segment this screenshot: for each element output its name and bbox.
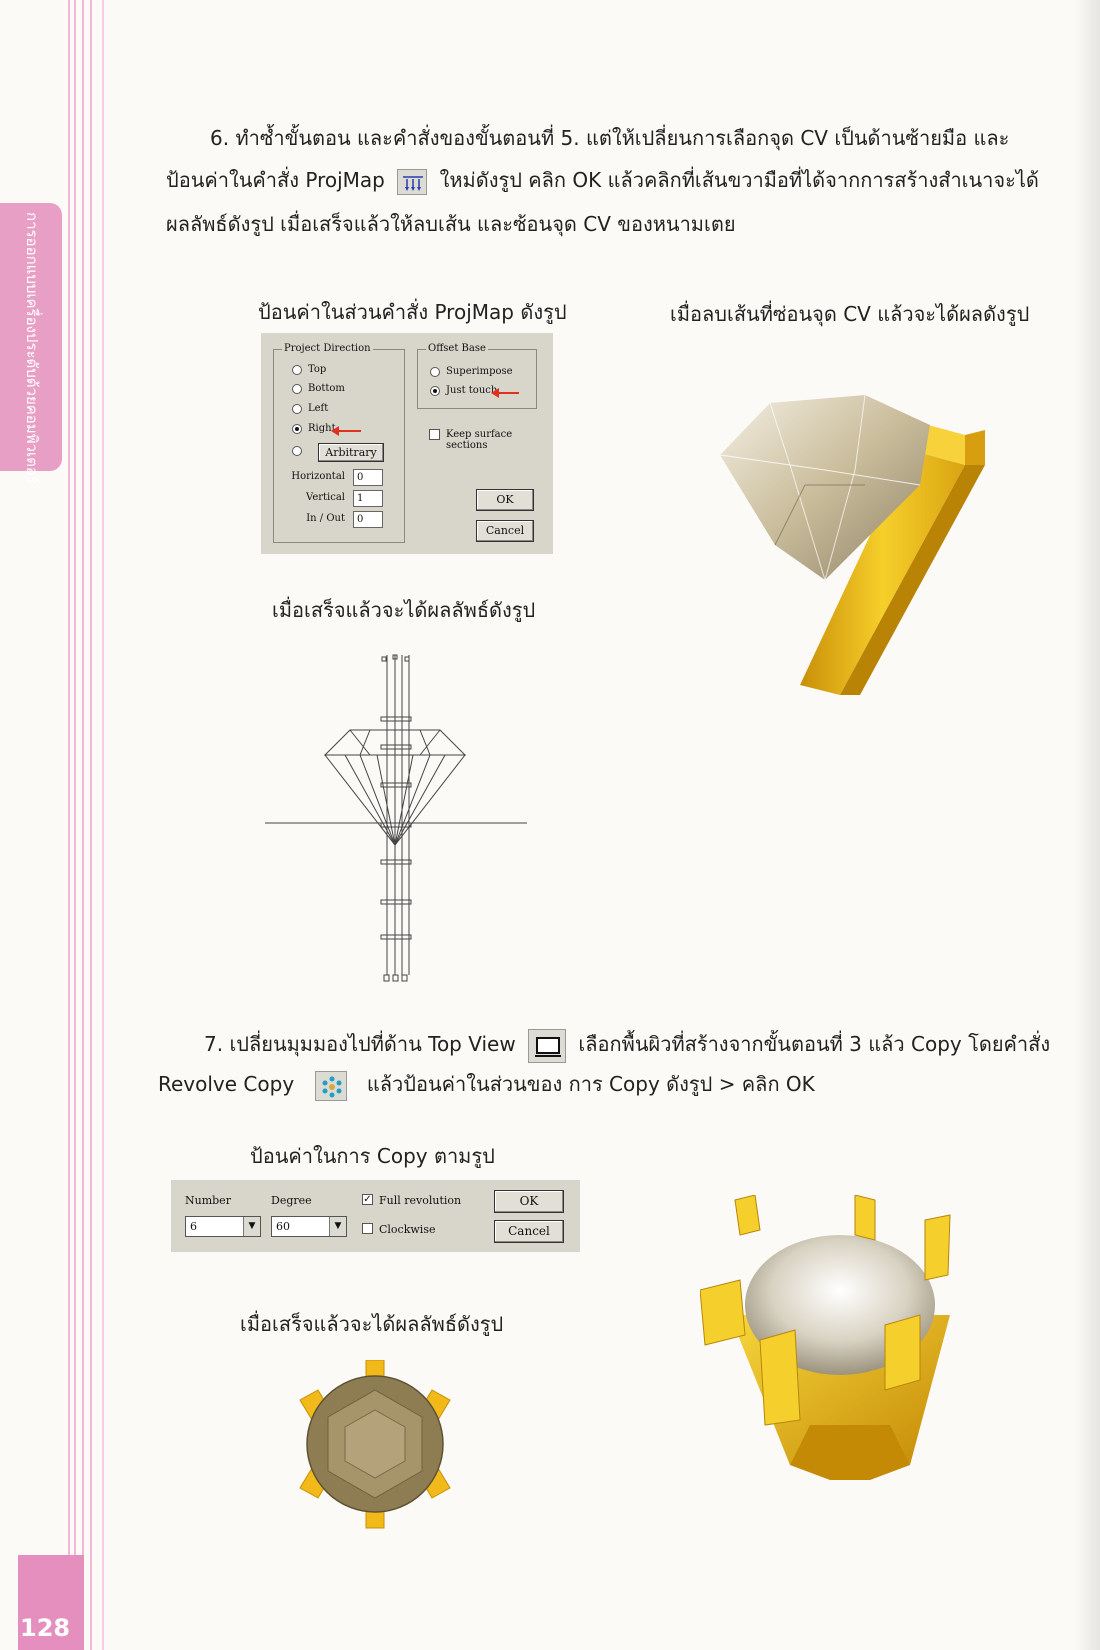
radio-right[interactable]: Right	[292, 423, 336, 434]
six-prong-top-view	[290, 1360, 460, 1530]
keep-surface-checkbox[interactable]: Keep surface sections	[429, 429, 512, 451]
offset-base-title: Offset Base	[428, 343, 486, 354]
six-prong-setting-render	[700, 1195, 980, 1480]
step7-line1b: เลือกพื้นผิวที่สร้างจากขั้นตอนที่ 3 แล้ว Copy โดยคำสั่ง	[578, 1032, 1051, 1056]
page-edge-shadow	[1074, 0, 1100, 1650]
degree-label: Degree	[271, 1194, 312, 1207]
inout-label: In / Out	[306, 513, 345, 524]
top-view-icon	[528, 1029, 566, 1063]
vertical-field[interactable]: 1	[353, 490, 383, 507]
page-number-box	[18, 1555, 84, 1650]
offset-base-group	[417, 343, 537, 409]
projmap-ok-button[interactable]: OK	[476, 489, 534, 511]
caption-copy: ป้อนค่าในการ Copy ตามรูป	[250, 1144, 495, 1168]
projmap-dialog	[261, 333, 553, 554]
vertical-label: Vertical	[306, 492, 345, 503]
horizontal-label: Horizontal	[291, 471, 345, 482]
copy-cancel-button[interactable]: Cancel	[494, 1220, 564, 1243]
step6-line2b: ใหม่ดังรูป คลิก OK แล้วคลิกที่เส้นขวามือที่ได้จากการสร้างสำเนาจะได้	[439, 168, 1039, 192]
number-combo[interactable]: 6 ▼	[185, 1216, 261, 1237]
just-touch-arrow-marker	[497, 392, 519, 394]
step7-line2	[158, 1062, 1038, 1106]
wireframe-side-view	[265, 645, 530, 995]
radio-arbitrary[interactable]	[292, 446, 302, 456]
step6-line3: ผลลัพธ์ดังรูป เมื่อเสร็จแล้วให้ลบเส้น และซ้อนจุด CV ของหนามเตย	[166, 212, 736, 236]
projmap-cancel-button[interactable]: Cancel	[476, 520, 534, 542]
caption-after-delete: เมื่อลบเส้นที่ซ่อนจุด CV แล้วจะได้ผลดังรูป	[670, 302, 1030, 326]
full-revolution-checkbox[interactable]: ✓ Full revolution	[363, 1194, 462, 1207]
right-arrow-marker	[337, 430, 361, 432]
step6-line2	[166, 158, 1066, 202]
section-tab-text: การออกแบบเครื่องประดับด้วยคอมพิวเตอร์	[23, 212, 41, 484]
revolve-copy-icon	[315, 1071, 347, 1101]
caption-result2: เมื่อเสร็จแล้วจะได้ผลลัพธ์ดังรูป	[240, 1312, 504, 1336]
step7-line1	[204, 1022, 1084, 1066]
radio-superimpose[interactable]: Superimpose	[430, 366, 513, 377]
projmap-icon	[397, 169, 427, 195]
step7-line1a: 7. เปลี่ยนมุมมองไปที่ด้าน Top View	[204, 1032, 516, 1056]
copy-dialog	[171, 1180, 580, 1252]
step7-line2a: Revolve Copy	[158, 1072, 295, 1096]
caption-projmap: ป้อนค่าในส่วนคำสั่ง ProjMap ดังรูป	[258, 300, 567, 324]
copy-ok-button[interactable]: OK	[494, 1190, 564, 1213]
inout-field[interactable]: 0	[353, 511, 383, 528]
horizontal-field[interactable]: 0	[353, 469, 383, 486]
radio-left[interactable]: Left	[292, 403, 328, 414]
step7-line2b: แล้วป้อนค่าในส่วนของ การ Copy ดังรูป > คลิก OK	[366, 1072, 815, 1096]
project-direction-title: Project Direction	[284, 343, 371, 354]
clockwise-checkbox[interactable]: Clockwise	[362, 1223, 435, 1236]
arbitrary-button[interactable]: Arbitrary	[318, 443, 384, 462]
degree-combo[interactable]: 60 ▼	[271, 1216, 347, 1237]
number-label: Number	[185, 1194, 231, 1207]
step6-line2a: ป้อนค่าในคำสั่ง ProjMap	[166, 168, 385, 192]
page-number: 128	[20, 1614, 71, 1642]
radio-just-touch[interactable]: Just touch	[430, 385, 497, 396]
radio-top[interactable]: Top	[292, 364, 326, 375]
caption-result1: เมื่อเสร็จแล้วจะได้ผลลัพธ์ดังรูป	[272, 598, 536, 622]
step6-line1: 6. ทำซ้ำขั้นตอน และคำสั่งของขั้นตอนที่ 5. แต่ให้เปลี่ยนการเลือกจุด CV เป็นด้านซ้ายมือ และ	[210, 126, 1010, 150]
diamond-with-prong-render	[715, 395, 1025, 715]
radio-bottom[interactable]: Bottom	[292, 383, 345, 394]
